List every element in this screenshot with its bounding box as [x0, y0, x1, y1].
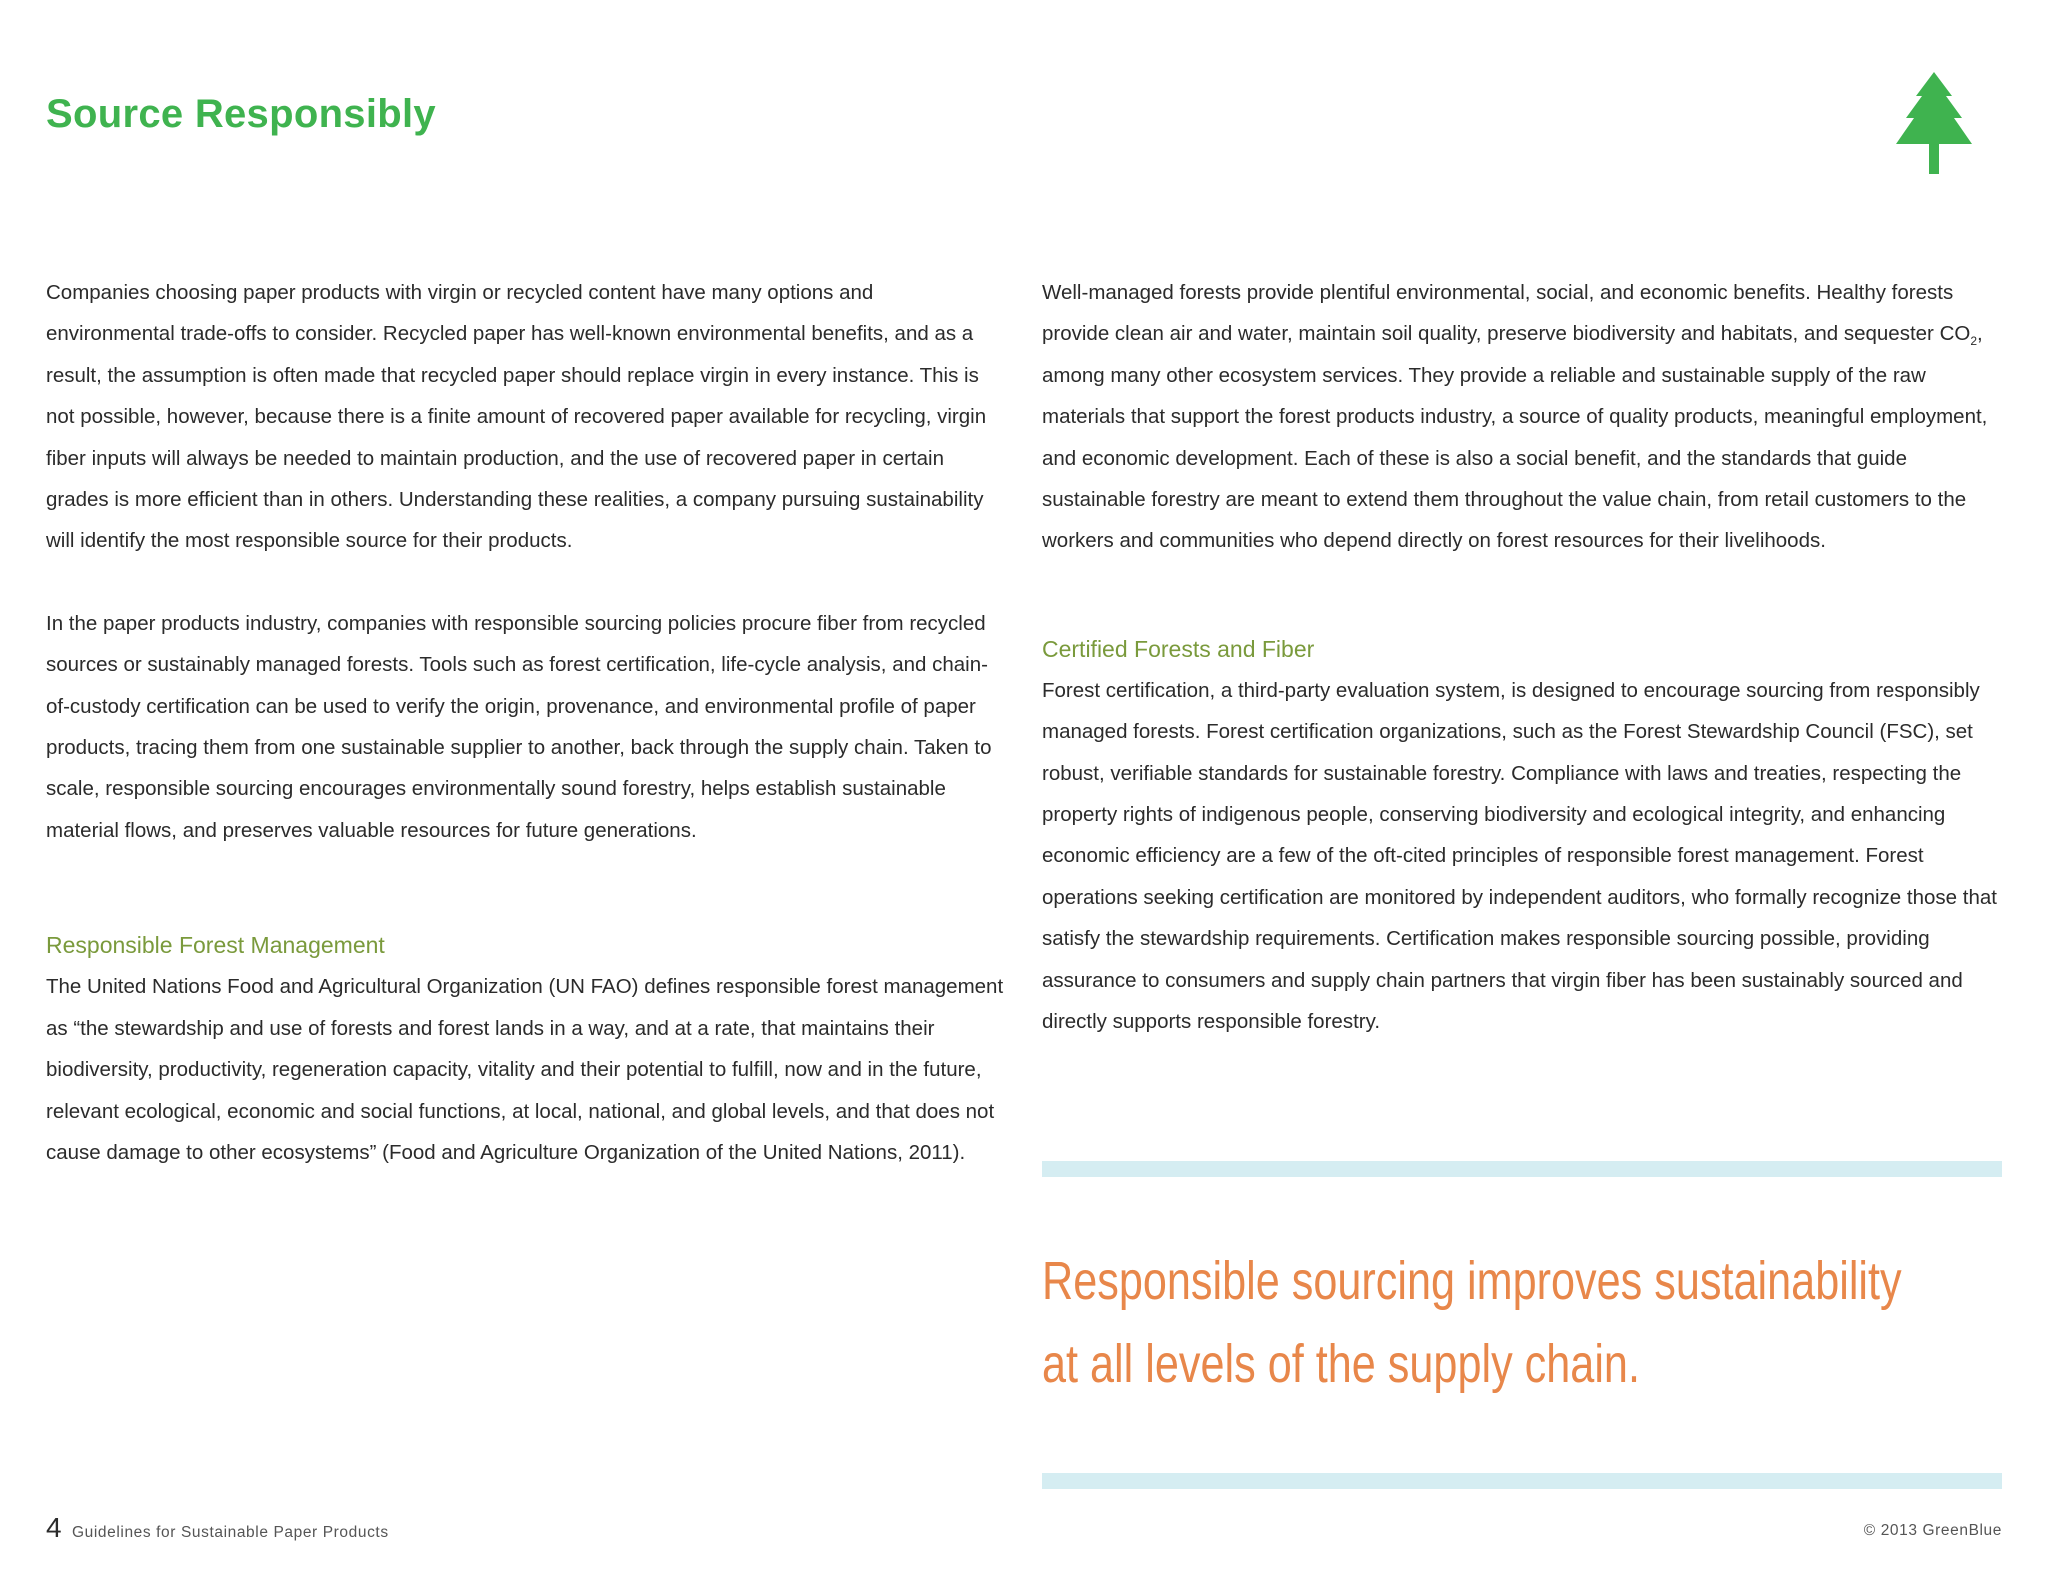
- pull-quote: [1042, 1240, 1902, 1406]
- page-number: 4: [46, 1512, 62, 1543]
- subheading-responsible-forest-management: Responsible Forest Management: [46, 932, 385, 959]
- pull-quote-line-2: at all levels of the supply chain.: [1042, 1334, 1640, 1394]
- footer-document-title: Guidelines for Sustainable Paper Products: [72, 1524, 389, 1541]
- pull-quote-line-1: Responsible sourcing improves sustainability: [1042, 1251, 1902, 1311]
- forest-benefits-paragraph: [1042, 272, 2002, 562]
- co2-subscript: 2: [1970, 334, 1978, 349]
- fao-definition-paragraph: The United Nations Food and Agricultural Organization (UN FAO) defines responsible forest management as “the stewardship and use of forests and forest lands in a way, and at a rate, that maintains their biodiversity, productivity, regeneration capacity, vitality and their potential to fulfill, now and in the future, relevant ecological, economic and social functions, at local, national, and global levels, and that does not cause damage to other ecosystems” (Food and Agriculture Organization of the United Nations, 2011).: [46, 975, 1004, 1164]
- pull-quote-top-rule: [1042, 1161, 2002, 1177]
- subheading-certified-forests: Certified Forests and Fiber: [1042, 635, 1315, 662]
- page-title: Source Responsibly: [46, 92, 436, 136]
- forest-benefits-text-b: , among many other ecosystem services. They provide a reliable and sustainable supply of the raw materials that support the forest products industry, a source of quality products, meaningful employment, and economic development. Each of these is also a social benefit, and the standards that guide sustainable forestry are meant to extend them throughout the value chain, from retail customers to the workers and communities who depend directly on forest resources for their livelihoods.: [1042, 322, 1988, 553]
- certification-paragraph: Forest certification, a third-party evaluation system, is designed to encourage sourcing from responsibly managed forests. Forest certification organizations, such as the Forest Stewardship Council (FSC), set robust, verifiable standards for sustainable forestry. Compliance with laws and treaties, respecting the property rights of indigenous people, conserving biodiversity and ecological integrity, and enhancing economic efficiency are a few of the oft-cited principles of responsible forest management. Forest operations seeking certification are monitored by independent auditors, who formally recognize those that satisfy the stewardship requirements. Certification makes responsible sourcing possible, providing assurance to consumers and supply chain partners that virgin fiber has been sustainably sourced and directly supports responsible forestry.: [1042, 678, 1997, 1034]
- left-column: [46, 272, 1006, 1173]
- tree-icon: [1896, 72, 1972, 174]
- intro-paragraph: Companies choosing paper products with virgin or recycled content have many options and environmental trade-offs to consider. Recycled paper has well-known environmental benefits, and as a result, the assumption is often made that recycled paper should replace virgin in every instance. This is not possible, however, because there is a finite amount of recovered paper available for recycling, virgin fiber inputs will always be needed to maintain production, and the use of recovered paper in certain grades is more efficient than in others. Understanding these realities, a company pursuing sustainability will identify the most responsible source for their products.: [46, 281, 987, 553]
- footer-copyright: © 2013 GreenBlue: [1863, 1522, 2002, 1539]
- sourcing-paragraph: In the paper products industry, companies with responsible sourcing policies procure fiber from recycled sources or sustainably managed forests. Tools such as forest certification, life-cycle analysis, and chain-of-custody certification can be used to verify the origin, provenance, and environmental profile of paper products, tracing them from one sustainable supplier to another, back through the supply chain. Taken to scale, responsible sourcing encourages environmentally sound forestry, helps establish sustainable material flows, and preserves valuable resources for future generations.: [46, 611, 992, 842]
- right-column: [1042, 272, 2002, 1043]
- pull-quote-bottom-rule: [1042, 1473, 2002, 1489]
- forest-benefits-text-a: Well-managed forests provide plentiful environmental, social, and economic benefits. Healthy forests provide clean air and water, maintain soil quality, preserve biodiversity and habitats, and sequester CO: [1042, 281, 1971, 346]
